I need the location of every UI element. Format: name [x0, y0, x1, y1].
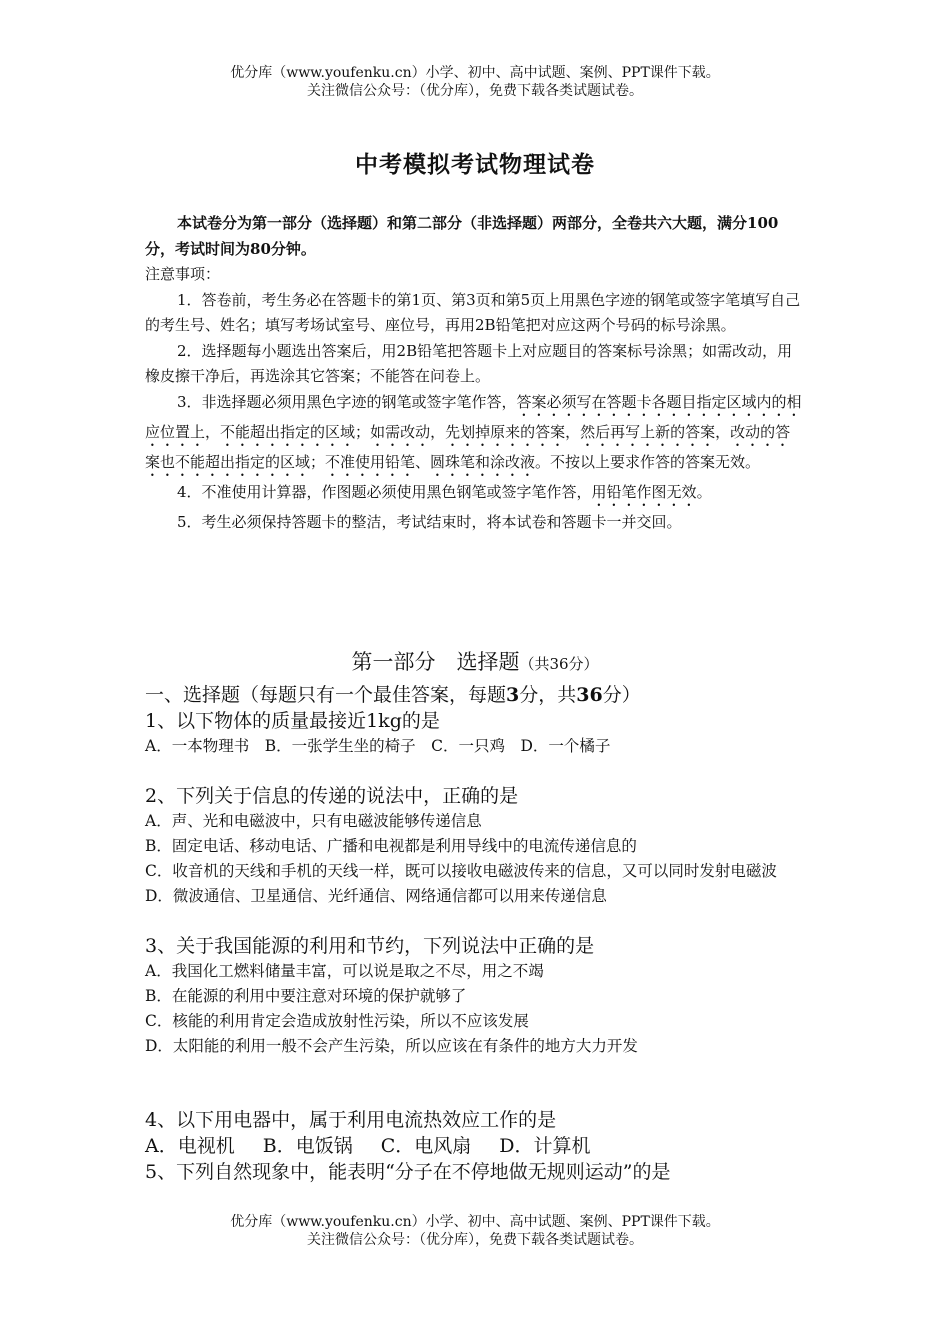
notice-3-sep-2: ；	[355, 422, 371, 441]
question-2-option-a: A．声、光和电磁波中，只有电磁波能够传递信息	[145, 812, 482, 830]
notice-5: 5．考生必须保持答题卡的整洁，考试结束时，将本试卷和答题卡一并交回。	[177, 512, 682, 531]
notice-4-part-end: 。	[696, 482, 712, 501]
header-line-1: 优分库（www.youfenku.cn）小学、初中、高中试题、案例、PPT课件下载。	[230, 65, 720, 81]
part1-heading-a: 一、选择题（每题只有一个最佳答案，每题	[145, 684, 507, 706]
part1-heading-c: 分，共	[519, 684, 577, 706]
notice-label: 注意事项：	[145, 265, 221, 283]
question-4-option-b: B．电饭锅	[262, 1135, 353, 1157]
footer-line-1: 优分库（www.youfenku.cn）小学、初中、高中试题、案例、PPT课件下载。	[230, 1214, 720, 1230]
question-2: 2、下列关于信息的传递的说法中，正确的是	[145, 785, 519, 807]
question-2-option-c: C．收音机的天线和手机的天线一样，既可以接收电磁波传来的信息，又可以同时发射电磁波	[145, 862, 777, 880]
question-1-options: A．一本物理书 B．一张学生坐的椅子 C．一只鸡 D．一个橘子	[145, 737, 611, 755]
notice-1: 1．答卷前，考生务必在答题卡的第1页、第3页和第5页上用黑色字迹的钢笔或签字笔填写自己的考生号、姓名；填写考场试室号、座位号，再用2B铅笔把对应这两个号码的标号涂黑。	[145, 290, 801, 334]
notice-3-emphasis-4: 不准使用铅笔、圆珠笔和涂改液	[325, 452, 536, 471]
question-4-option-c: C．电风扇	[380, 1135, 472, 1157]
question-3-option-c: C．核能的利用肯定会造成放射性污染，所以不应该发展	[145, 1012, 529, 1030]
question-4-options	[145, 1133, 815, 1159]
section-points: （共36分）	[519, 655, 599, 673]
questions-block	[145, 682, 815, 1185]
notice-4-emphasis: 用铅笔作图无效	[591, 482, 697, 501]
question-4-option-a: A．电视机	[145, 1135, 235, 1157]
section-title-text: 第一部分 选择题	[351, 650, 520, 674]
page-footer	[0, 1213, 950, 1249]
notice-3-emphasis-2: 不能超出指定的区域	[220, 422, 356, 441]
question-3-option-d: D．太阳能的利用一般不会产生污染，所以应该在有条件的地方大力开发	[145, 1037, 638, 1055]
question-5: 5、下列自然现象中，能表明“分子在不停地做无规则运动”的是	[145, 1161, 671, 1183]
part1-heading-b: 3	[506, 684, 520, 706]
notice-4	[145, 480, 805, 510]
notice-3-part-end: 。不按以上要求作答的答案无效。	[535, 452, 761, 471]
question-1: 1、以下物体的质量最接近1kg的是	[145, 710, 440, 732]
section-title	[0, 646, 950, 676]
question-4-option-d: D．计算机	[499, 1135, 591, 1157]
instructions	[145, 211, 805, 535]
part1-heading-e: 分）	[602, 684, 641, 706]
footer-line-2: 关注微信公众号：（优分库），免费下载各类试题试卷。	[307, 1232, 643, 1248]
header-line-2: 关注微信公众号：（优分库），免费下载各类试题试卷。	[307, 83, 643, 99]
question-2-option-b: B．固定电话、移动电话、广播和电视都是利用导线中的电流传递信息的	[145, 837, 637, 855]
question-4: 4、以下用电器中，属于利用电流热效应工作的是	[145, 1109, 557, 1131]
question-3-option-a: A．我国化工燃料储量丰富，可以说是取之不尽，用之不竭	[145, 962, 544, 980]
part1-heading	[145, 682, 815, 708]
notice-3	[145, 390, 805, 480]
notice-3-emphasis-3: 如需改动，先划掉原来的答案，然后再写上新的答案，改动的答案也不能超出指定的区域	[145, 422, 791, 471]
part1-heading-d: 36	[576, 684, 603, 706]
exam-title: 中考模拟考试物理试卷	[355, 151, 595, 178]
question-3-option-b: B．在能源的利用中要注意对环境的保护就够了	[145, 987, 467, 1005]
notice-3-part-a: 3．非选择题必须用黑色字迹的钢笔或签字笔作答，	[177, 392, 517, 411]
notice-3-emphasis-1: 答案必须写在答题卡各题目指定区域内的相应位置上	[145, 392, 802, 441]
question-3: 3、关于我国能源的利用和节约，下列说法中正确的是	[145, 935, 595, 957]
question-2-option-d: D．微波通信、卫星通信、光纤通信、网络通信都可以用来传递信息	[145, 887, 607, 905]
page-header	[0, 64, 950, 100]
notice-3-sep-1: ，	[205, 422, 221, 441]
notice-2: 2．选择题每小题选出答案后，用2B铅笔把答题卡上对应题目的答案标号涂黑；如需改动，用橡皮擦干净后，再选涂其它答案；不能答在问卷上。	[145, 341, 793, 385]
exam-summary: 本试卷分为第一部分（选择题）和第二部分（非选择题）两部分，全卷共六大题，满分100分，考试时间为80分钟。	[145, 214, 779, 258]
notice-3-sep-3: ；	[310, 452, 326, 471]
notice-4-part-a: 4．不准使用计算器，作图题必须使用黑色钢笔或签字笔作答，	[177, 482, 592, 501]
